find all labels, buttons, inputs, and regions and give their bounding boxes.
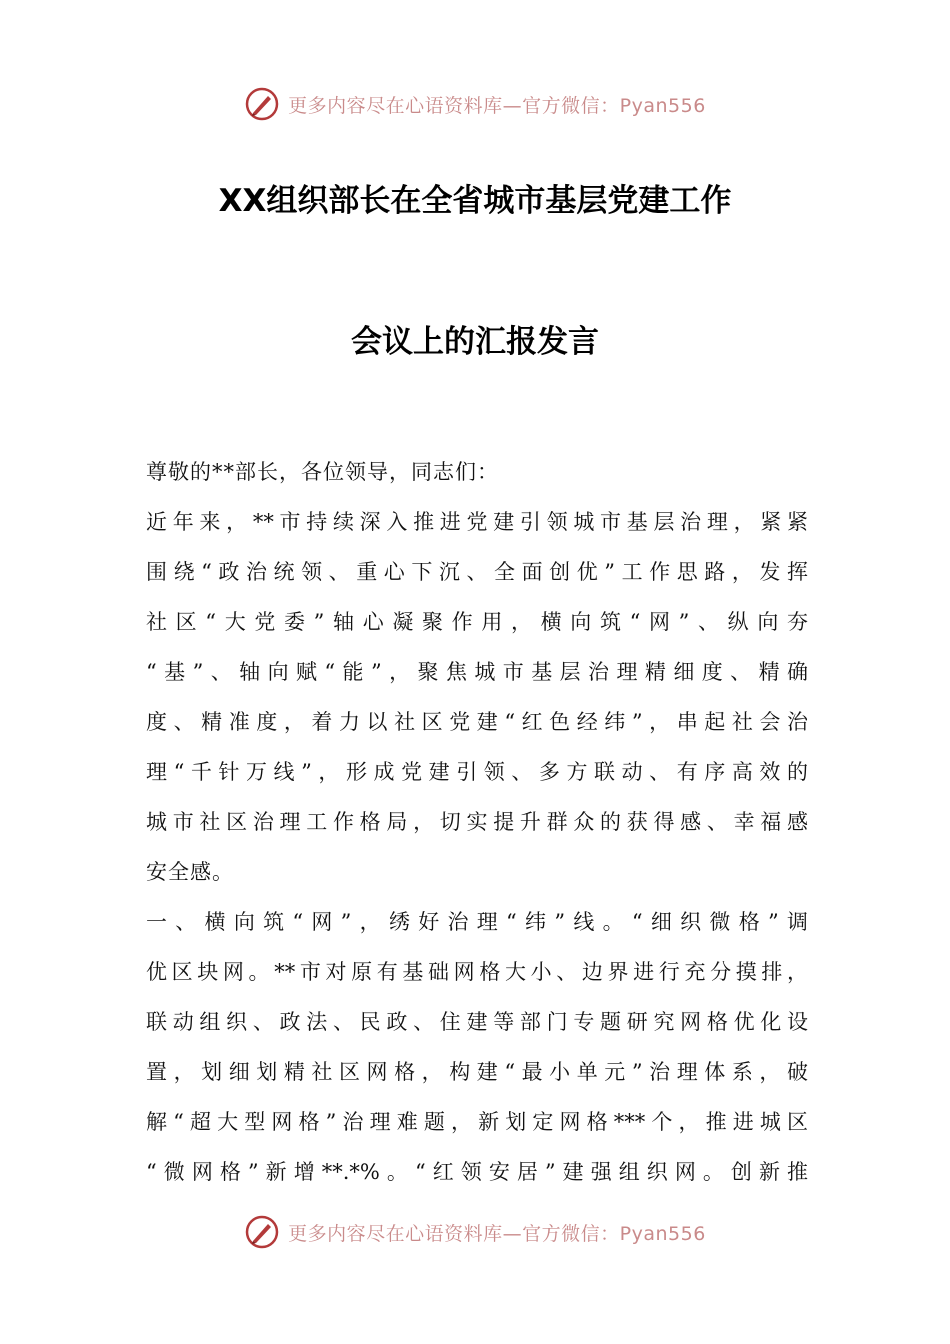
watermark-header — [0, 86, 950, 122]
text-line: 社区“大党委”轴心凝聚作用，横向筑“网”、纵向夯 — [146, 610, 808, 634]
document-title-line-2: 会议上的汇报发言 — [351, 324, 599, 360]
paragraph-intro — [146, 497, 808, 897]
text-line: 度、精准度，着力以社区党建“红色经纬”，串起社会治 — [146, 710, 808, 734]
text-line: 置，划细划精社区网格，构建“最小单元”治理体系，破 — [146, 1060, 808, 1084]
text-line: “基”、轴向赋“能”，聚焦城市基层治理精细度、精确 — [146, 660, 808, 684]
document-body — [146, 447, 808, 1197]
text-line: 围绕“政治统领、重心下沉、全面创优”工作思路，发挥 — [146, 560, 808, 584]
text-line: 一、横向筑“网”，绣好治理“纬”线。“细织微格”调 — [146, 910, 808, 934]
pen-in-circle-logo-icon — [244, 1214, 280, 1250]
text-line: 解“超大型网格”治理难题，新划定网格***个，推进城区 — [146, 1110, 808, 1134]
text-line: 优区块网。**市对原有基础网格大小、边界进行充分摸排， — [146, 960, 808, 984]
document-title-line-1: XX组织部长在全省城市基层党建工作 — [218, 183, 732, 219]
pen-in-circle-logo-icon — [244, 86, 280, 122]
text-line: “微网格”新增**.*%。“红领安居”建强组织网。创新推 — [146, 1160, 808, 1184]
text-line: 城市社区治理工作格局，切实提升群众的获得感、幸福感 — [146, 810, 808, 834]
text-line: 安全感。 — [146, 860, 234, 884]
watermark-text: 更多内容尽在心语资料库—官方微信：Pyan556 — [288, 1222, 706, 1245]
greeting: 尊敬的**部长，各位领导，同志们： — [146, 460, 499, 484]
watermark-footer — [0, 1214, 950, 1250]
paragraph-section-one — [146, 897, 808, 1197]
text-line: 联动组织、政法、民政、住建等部门专题研究网格优化设 — [146, 1010, 808, 1034]
text-line: 近年来，**市持续深入推进党建引领城市基层治理，紧紧 — [146, 510, 808, 534]
watermark-text: 更多内容尽在心语资料库—官方微信：Pyan556 — [288, 94, 706, 117]
text-line: 理“千针万线”，形成党建引领、多方联动、有序高效的 — [146, 760, 808, 784]
